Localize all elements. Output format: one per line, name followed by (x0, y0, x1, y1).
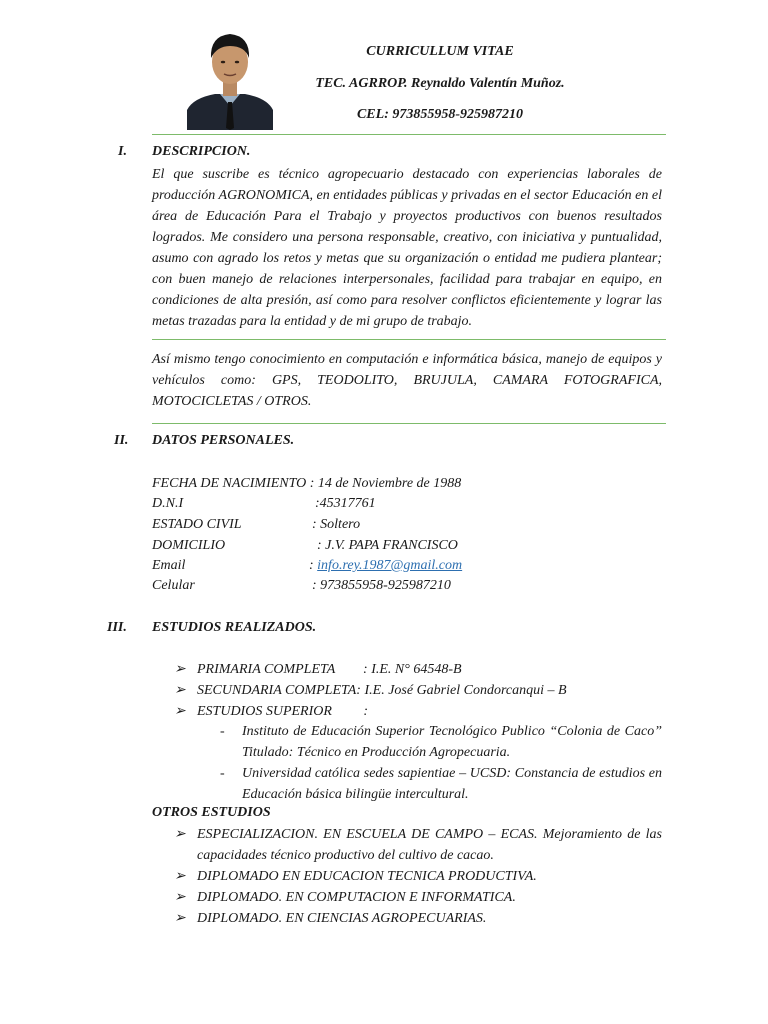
description-paragraph: El que suscribe es técnico agropecuario destacado con experiencias laborales de producción AGRONOMICA, en entidades públicas y privadas en el sector Educación en el área de Educación Para el Trabajo y proyectos productivos con buenos resultados logrados. Me considero una persona responsable, creativo, con iniciativa y puntualidad, asumo con agrado los retos y metas que su organización o entidad me pudiera plantear; con buen manejo de relaciones interpersonales, facilidad para trabajar en equipo, en condiciones de alta presión, así como para resolver conflictos eficientemente y lograr las metas trazadas para la entidad y de mi grupo de trabajo. (152, 167, 662, 329)
skills-paragraph: Así mismo tengo conocimiento en computación e informática básica, manejo de equipos y vehículos como: GPS, TEODOLITO, BRUJULA, CAMARA FOTOGRAFICA, MOTOCICLETAS / OTROS. (152, 352, 662, 409)
arrow-bullet-icon: ➢ (174, 911, 186, 926)
list-item (220, 763, 662, 805)
section-title-estudios: ESTUDIOS REALIZADOS. (152, 620, 317, 635)
cv-name: TEC. AGRROP. Reynaldo Valentín Muñoz. (315, 76, 565, 91)
civil-row (152, 515, 360, 536)
email-link[interactable]: info.rey.1987@gmail.com (317, 558, 463, 573)
section-number: I. (118, 144, 127, 159)
portrait-illustration (187, 24, 273, 130)
section-divider (152, 339, 666, 340)
dni-row (152, 494, 376, 515)
cv-title: CURRICULLUM VITAE (366, 44, 514, 59)
other-studies-title: OTROS ESTUDIOS (152, 805, 271, 820)
phone-row (152, 576, 451, 597)
profile-photo (187, 24, 273, 130)
diploma-entry: DIPLOMADO. EN CIENCIAS AGROPECUARIAS. (197, 911, 487, 926)
domicile-label: DOMICILIO (152, 538, 226, 553)
email-label: Email (152, 558, 186, 573)
dash-bullet: - (220, 766, 225, 781)
list-item (220, 721, 662, 763)
domicile-value: : J.V. PAPA FRANCISCO (317, 538, 458, 553)
email-row (152, 556, 462, 577)
diploma-entry: DIPLOMADO. EN COMPUTACION E INFORMATICA. (197, 890, 516, 905)
institute-entry: Instituto de Educación Superior Tecnológico Publico “Colonia de Caco” Titulado: Técnico en Producción Agropecuaria. (242, 724, 662, 760)
arrow-bullet-icon: ➢ (174, 683, 186, 698)
arrow-bullet-icon: ➢ (174, 890, 186, 905)
civil-label: ESTADO CIVIL (152, 517, 242, 532)
section-divider (152, 423, 666, 424)
arrow-bullet-icon: ➢ (174, 869, 186, 884)
dash-bullet: - (220, 724, 225, 739)
diploma-entry: DIPLOMADO EN EDUCACION TECNICA PRODUCTIVA. (197, 869, 537, 884)
section-title-datos: DATOS PERSONALES. (152, 433, 295, 448)
cv-phone: CEL: 973855958-925987210 (356, 107, 524, 122)
list-item (174, 824, 662, 866)
phone-value: : 973855958-925987210 (312, 578, 451, 593)
university-entry: Universidad católica sedes sapientiae – UCSD: Constancia de estudios en Educación básica bilingüe intercultural. (242, 766, 662, 802)
dni-label: D.N.I (152, 496, 184, 511)
specialization-entry: ESPECIALIZACION. EN ESCUELA DE CAMPO – ECAS. Mejoramiento de las capacidades técnico productivo del cultivo de cacao. (197, 827, 662, 863)
section-number: III. (107, 620, 127, 635)
email-separator: : (309, 558, 318, 573)
domicile-row (152, 536, 458, 557)
primary-education: PRIMARIA COMPLETA : I.E. N° 64548-B (197, 662, 462, 677)
section-title-descripcion: DESCRIPCION. (152, 144, 251, 159)
civil-value: : Soltero (312, 517, 361, 532)
birth-date: FECHA DE NACIMIENTO : 14 de Noviembre de 1988 (152, 476, 462, 491)
secondary-education: SECUNDARIA COMPLETA: I.E. José Gabriel Condorcanqui – B (197, 683, 567, 698)
higher-education: ESTUDIOS SUPERIOR : (197, 704, 369, 719)
arrow-bullet-icon: ➢ (174, 662, 186, 677)
arrow-bullet-icon: ➢ (174, 704, 186, 719)
section-number: II. (114, 433, 129, 448)
dni-value: :45317761 (315, 496, 376, 511)
phone-label: Celular (152, 578, 195, 593)
arrow-bullet-icon: ➢ (174, 827, 186, 842)
header-divider (152, 134, 666, 135)
